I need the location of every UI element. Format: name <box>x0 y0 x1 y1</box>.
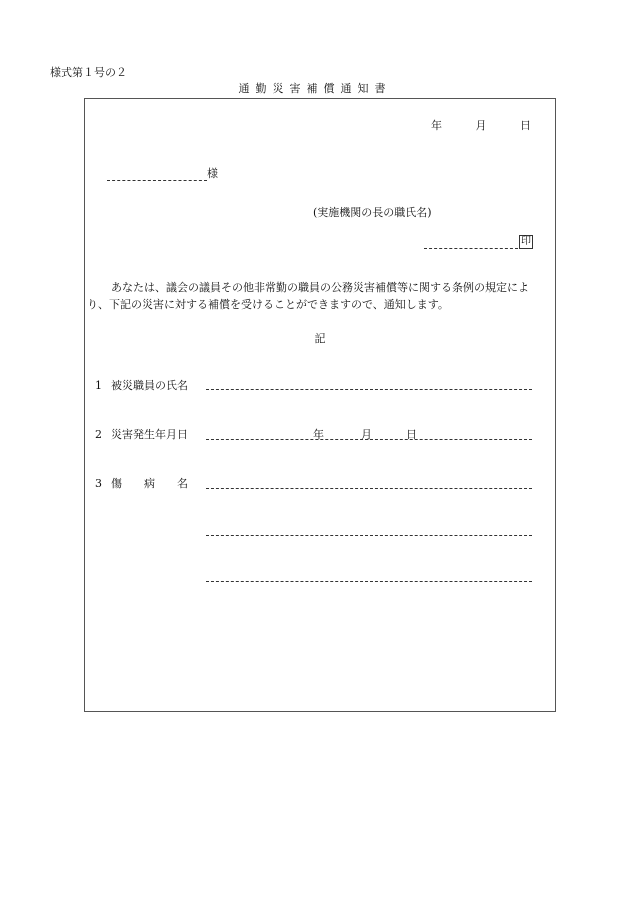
document-title: 通勤災害補償通知書 <box>238 82 392 95</box>
year-label: 年 <box>431 119 442 132</box>
issuer-title: (実施機関の長の職氏名) <box>313 206 432 219</box>
form-number: 様式第１号の２ <box>50 66 127 79</box>
incident-day-label: 日 <box>406 428 417 441</box>
addressee-suffix: 様 <box>207 167 218 180</box>
issuer-name-field[interactable] <box>424 247 518 249</box>
addressee-name-field[interactable] <box>107 179 207 181</box>
item-number: 1 <box>95 379 102 392</box>
injury-name-field-2[interactable] <box>206 535 532 536</box>
issue-date <box>401 117 531 133</box>
incident-month-label: 月 <box>361 428 372 441</box>
notice-body: あなたは、議会の議員その他非常勤の職員の公務災害補償等に関する条例の規定により、下記の災害に対する補償を受けることができますので、通知します。 <box>87 281 529 311</box>
item-injury-name <box>95 475 188 491</box>
ki-heading: 記 <box>314 332 326 345</box>
day-label: 日 <box>520 119 531 132</box>
victim-name-field[interactable] <box>206 389 532 390</box>
incident-year-label: 年 <box>313 428 324 441</box>
issuer-signature <box>424 235 533 249</box>
item-number: 2 <box>95 428 102 441</box>
injury-name-field-1[interactable] <box>206 488 532 489</box>
item-label: 被災職員の氏名 <box>111 379 188 392</box>
seal-mark: 印 <box>521 236 531 247</box>
month-label: 月 <box>475 119 487 132</box>
item-label: 傷 病 名 <box>111 477 188 490</box>
item-incident-date <box>95 426 188 442</box>
item-number: 3 <box>95 477 102 490</box>
injury-name-field-3[interactable] <box>206 581 532 582</box>
addressee <box>107 165 218 181</box>
item-victim-name <box>95 377 188 393</box>
notice-frame <box>84 98 556 712</box>
item-label: 災害発生年月日 <box>111 428 188 441</box>
